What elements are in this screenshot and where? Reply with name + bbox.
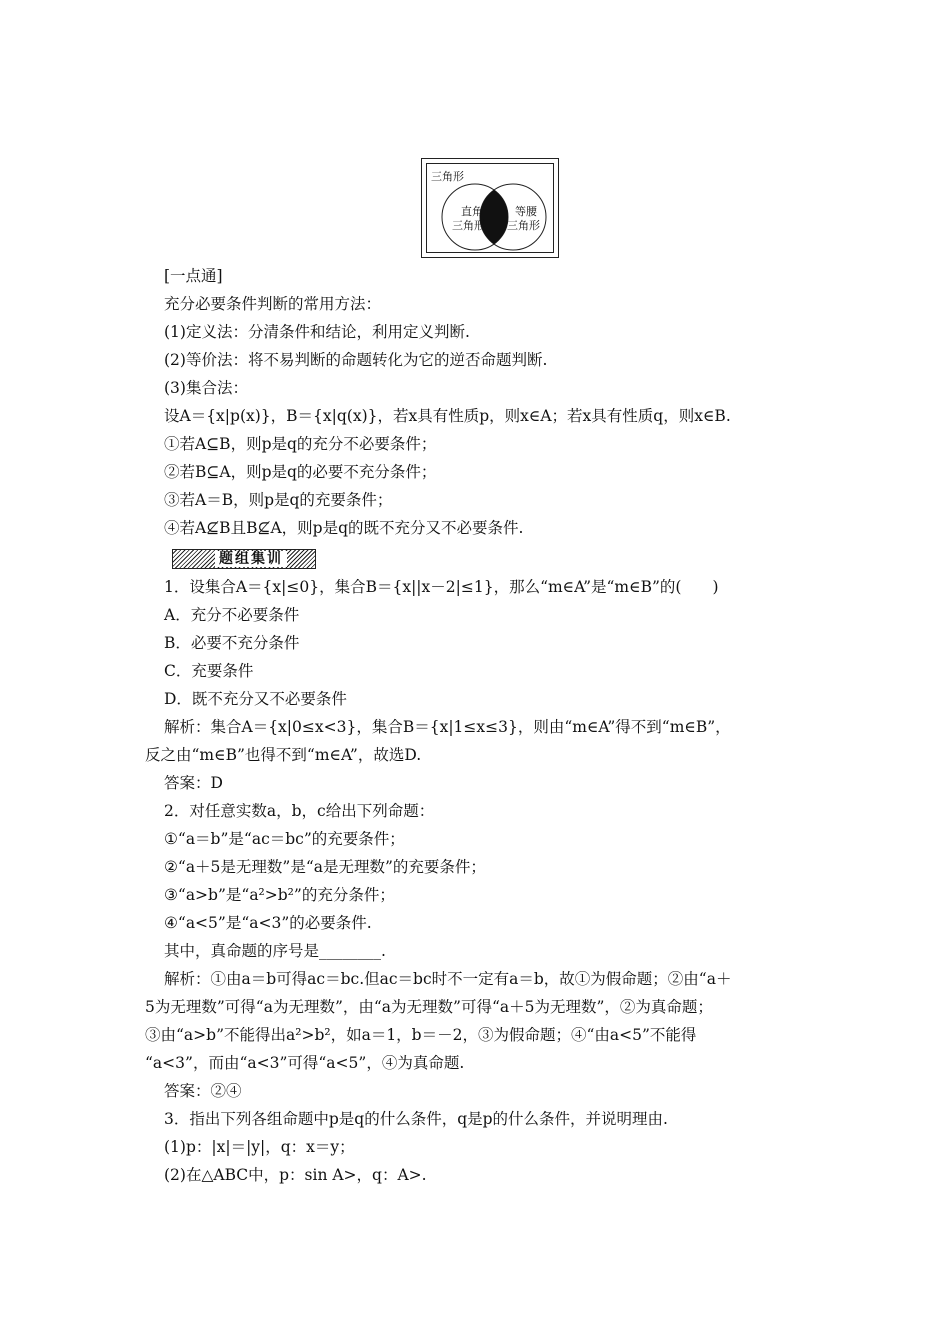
text-line: (1)定义法：分清条件和结论，利用定义判断.: [164, 323, 470, 341]
proposition-3: ③“a>b”是“a²>b²”的充分条件；: [164, 886, 395, 904]
option-b: B．必要不充分条件: [164, 634, 300, 652]
text-line: (3)集合法：: [164, 379, 248, 397]
question-2: 2．对任意实数a，b，c给出下列命题：: [164, 802, 435, 820]
proposition-4: ④“a<5”是“a<3”的必要条件.: [164, 914, 372, 932]
venn-svg: [427, 164, 555, 254]
sub-question-2: (2)在△ABC中，p：sin A>，q：A>.: [164, 1166, 427, 1184]
left-label-1: 直角: [461, 205, 483, 218]
text-line: 设A＝{x|p(x)}，B＝{x|q(x)}，若x具有性质p，则x∈A；若x具有性质q，则x∈B.: [164, 407, 731, 425]
answer-line: 答案：D: [164, 774, 223, 792]
analysis-line: 反之由“m∈B”也得不到“m∈A”，故选D.: [145, 746, 422, 764]
fill-blank-line: 其中，真命题的序号是________.: [164, 942, 386, 960]
analysis-line: 解析：集合A＝{x|0≤x<3}，集合B＝{x|1≤x≤3}，则由“m∈A”得不到“m∈B”，: [164, 718, 731, 736]
question-1: 1．设集合A＝{x|≤0}，集合B＝{x||x－2|≤1}，那么“m∈A”是“m∈B”的( ): [164, 578, 719, 596]
right-label-2: 三角形: [507, 219, 540, 232]
proposition-2: ②“a＋5是无理数”是“a是无理数”的充要条件；: [164, 858, 486, 876]
section-banner: [172, 549, 316, 569]
text-line: ②若B⊆A，则p是q的必要不充分条件；: [164, 463, 437, 481]
text-line: ③若A＝B，则p是q的充要条件；: [164, 491, 393, 509]
outer-label: 三角形: [431, 170, 464, 183]
banner-title: 题组集训: [215, 551, 287, 567]
proposition-1: ①“a＝b”是“ac＝bc”的充要条件；: [164, 830, 405, 848]
analysis-line: “a<3”，而由“a<3”可得“a<5”，④为真命题.: [145, 1054, 465, 1072]
analysis-line: ③由“a>b”不能得出a²>b²，如a＝1，b＝－2，③为假命题；④“由a<5”不能得: [145, 1026, 697, 1044]
venn-diagram: [421, 158, 559, 258]
analysis-line: 解析：①由a＝b可得ac＝bc.但ac＝bc时不一定有a＝b，故①为假命题；②由“a＋: [164, 970, 732, 988]
option-a: A．充分不必要条件: [164, 606, 300, 624]
section-heading: [一点通]: [164, 267, 223, 285]
left-label-2: 三角形: [452, 219, 485, 232]
option-c: C．充要条件: [164, 662, 254, 680]
sub-question-1: (1)p：|x|＝|y|，q：x＝y；: [164, 1138, 355, 1156]
question-3: 3．指出下列各组命题中p是q的什么条件，q是p的什么条件，并说明理由.: [164, 1110, 668, 1128]
option-d: D．既不充分又不必要条件: [164, 690, 347, 708]
analysis-line: 5为无理数”可得“a为无理数”，由“a为无理数”可得“a＋5为无理数”，②为真命题；: [145, 998, 713, 1016]
right-label-1: 等腰: [515, 205, 537, 218]
text-line: (2)等价法：将不易判断的命题转化为它的逆否命题判断.: [164, 351, 548, 369]
venn-frame: [426, 163, 554, 253]
answer-line: 答案：②④: [164, 1082, 242, 1100]
text-line: 充分必要条件判断的常用方法：: [164, 295, 382, 313]
text-line: ①若A⊆B，则p是q的充分不必要条件；: [164, 435, 437, 453]
text-line: ④若A⊈B且B⊈A，则p是q的既不充分又不必要条件.: [164, 519, 524, 537]
